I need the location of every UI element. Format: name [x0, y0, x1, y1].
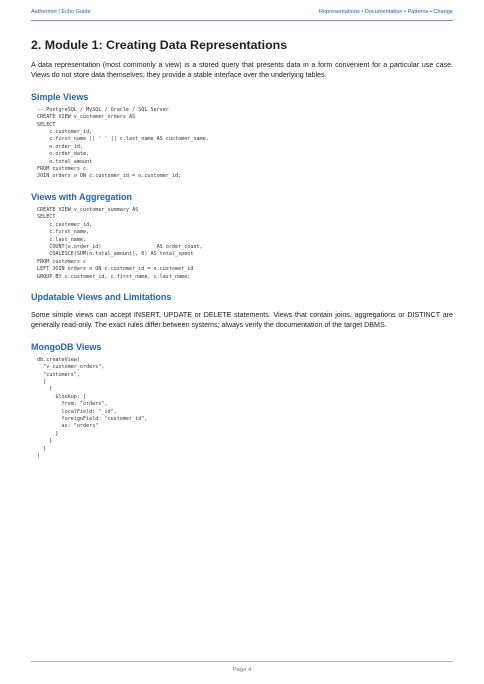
aggregation-views-heading: Views with Aggregation	[31, 191, 133, 202]
header-divider	[31, 20, 453, 21]
updatable-views-paragraph: Some simple views can accept INSERT, UPDATE or DELETE statements. Views that contain joins, aggregations or DISTINCT are generally read-only. The exact rules differ between systems; always verify the documentation of the target DBMS.	[31, 310, 453, 330]
updatable-views-heading: Updatable Views and Limitations	[31, 291, 172, 302]
mongodb-views-heading: MongoDB Views	[31, 341, 102, 352]
header-right-text: Representations • Documentation • Patterns • Change	[319, 9, 453, 15]
intro-paragraph: A data representation (most commonly a view) is a stored query that presents data in a form convenient for a particular use case. Views do not store data themselves; they provide a stable interface over the underlying tables.	[31, 61, 453, 80]
page-header	[0, 0, 484, 22]
aggregation-views-code: CREATE VIEW v_customer_summary AS SELECT c.customer_id, c.first_name, c.last_name, COUNT(o.order_id) AS order_count, COALESCE(SUM(o.total_amount), 0) AS total_spent FROM customers c LEFT JOIN orders o ON c.customer_id = o.customer_id GROUP BY c.customer_id, c.first_name, c.last_name;	[37, 206, 203, 280]
page-content	[31, 37, 453, 460]
page-number: Page 4	[232, 667, 252, 673]
header-left-text: Aethermet | Echo Guide	[31, 9, 91, 15]
mongodb-views-code: db.createView( "v_customer_orders", "customers", [ { $lookup: { from: "orders", localField: "_id", foreignField: "customer_id", as: "orders" } } ] )	[37, 356, 148, 460]
simple-views-heading: Simple Views	[31, 91, 89, 102]
section-title: 2. Module 1: Creating Data Representations	[31, 38, 288, 52]
simple-views-code: -- PostgreSQL / MySQL / Oracle / SQL Server CREATE VIEW v_customer_orders AS SELECT c.customer_id, c.first_name || ' ' || c.last_name AS customer_name, o.order_id, o.order_date, o.total_amount FROM customers c JOIN orders o ON c.customer_id = o.customer_id;	[37, 106, 209, 180]
page-footer	[31, 661, 453, 673]
